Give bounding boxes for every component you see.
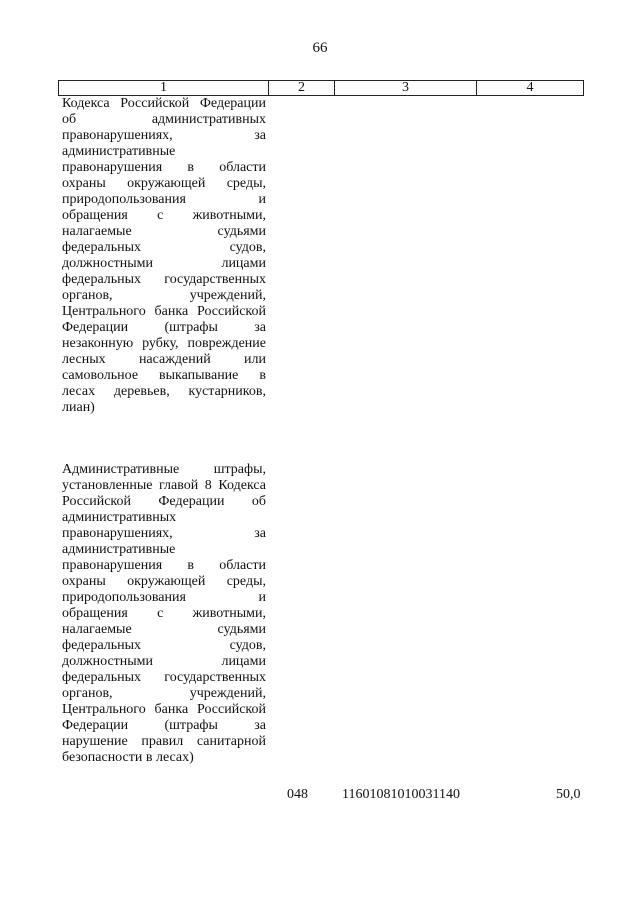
page-number: 66 <box>312 40 328 56</box>
column-header-1: 1 <box>59 81 269 95</box>
row-2-amount: 50,0 <box>556 787 581 802</box>
row-1-description: Кодекса Российской Федерации об административных правонарушениях, за административные правонарушения в области охраны окружающей среды, природопользования и обращения с животными, налагаемые судьями федеральных судов, должностными лицами федеральных государственных органов, учреждений, Центрального банка Российской Федерации (штрафы за незаконную рубку, повреждение лесных насаждений или самовольное выкапывание в лесах деревьев, кустарников, лиан) <box>62 96 266 415</box>
column-header-3: 3 <box>335 81 477 95</box>
row-2-admin-code: 048 <box>287 787 308 802</box>
table-header-row <box>58 80 584 96</box>
row-2-description: Административные штрафы, установленные главой 8 Кодекса Российской Федерации об административных правонарушениях, за административные правонарушения в области охраны окружающей среды, природопользования и обращения с животными, налагаемые судьями федеральных судов, должностными лицами федеральных государственных органов, учреждений, Центрального банка Российской Федерации (штрафы за нарушение правил санитарной безопасности в лесах) <box>62 462 266 765</box>
column-header-2: 2 <box>269 81 335 95</box>
column-header-4: 4 <box>526 80 534 95</box>
row-2-kbk-code: 11601081010031140 <box>342 787 460 802</box>
